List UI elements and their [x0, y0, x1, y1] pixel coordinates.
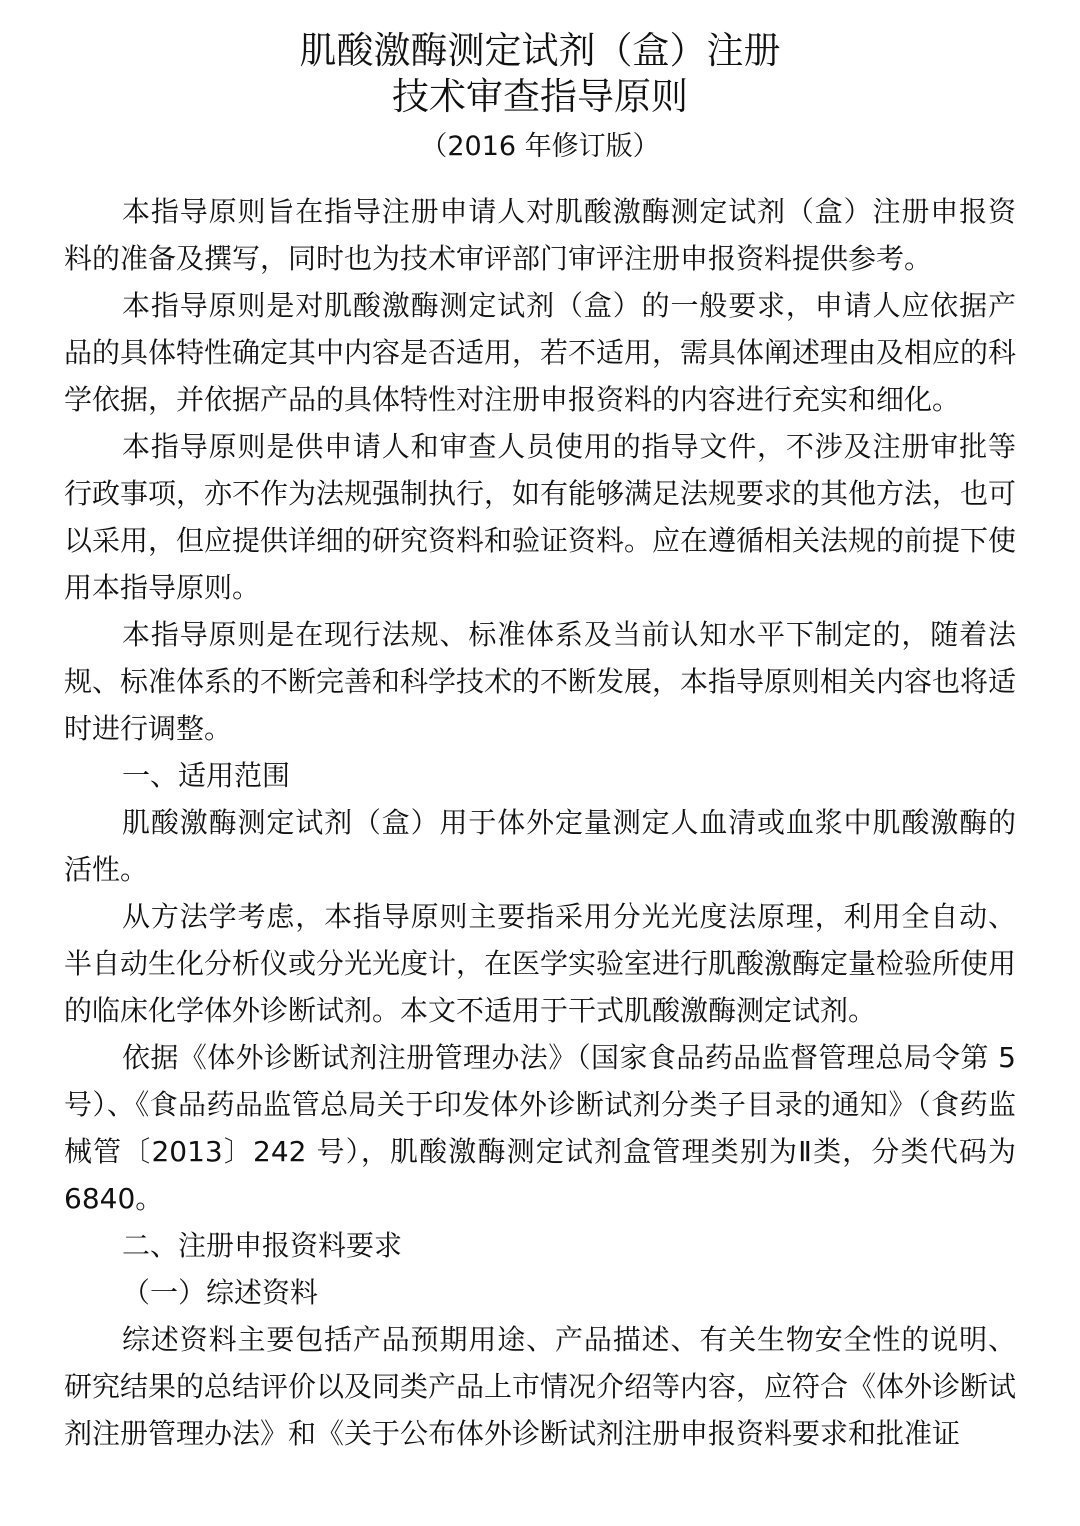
intro-paragraph-2: 本指导原则是对肌酸激酶测定试剂（盒）的一般要求，申请人应依据产品的具体特性确定其中内容是否适用，若不适用，需具体阐述理由及相应的科学依据，并依据产品的具体特性对注册申报资料的内容进行充实和细化。 — [64, 289, 1017, 416]
document-title-line2: 技术审查指导原则 — [392, 75, 688, 118]
intro-paragraph-4: 本指导原则是在现行法规、标准体系及当前认知水平下制定的，随着法规、标准体系的不断完善和科学技术的不断发展，本指导原则相关内容也将适时进行调整。 — [64, 618, 1017, 745]
scope-paragraph-2: 从方法学考虑，本指导原则主要指采用分光光度法原理，利用全自动、半自动生化分析仪或分光光度计，在医学实验室进行肌酸激酶定量检验所使用的临床化学体外诊断试剂。本文不适用于干式肌酸激酶测定试剂。 — [64, 900, 1017, 1027]
scope-paragraph-1: 肌酸激酶测定试剂（盒）用于体外定量测定人血清或血浆中肌酸激酶的活性。 — [64, 806, 1016, 886]
subsection-heading-overview: （一）综述资料 — [122, 1276, 319, 1309]
overview-paragraph: 综述资料主要包括产品预期用途、产品描述、有关生物安全性的说明、研究结果的总结评价以及同类产品上市情况介绍等内容，应符合《体外诊断试剂注册管理办法》和《关于公布体外诊断试剂注册申报资料要求和批准证 — [64, 1323, 1017, 1450]
document-subtitle: （2016 年修订版） — [420, 131, 660, 162]
intro-paragraph-3: 本指导原则是供申请人和审查人员使用的指导文件，不涉及注册审批等行政事项，亦不作为法规强制执行，如有能够满足法规要求的其他方法，也可以采用，但应提供详细的研究资料和验证资料。应在遵循相关法规的前提下使用本指导原则。 — [64, 430, 1017, 604]
scope-paragraph-3: 依据《体外诊断试剂注册管理办法》（国家食品药品监督管理总局令第 5 号）、《食品药品监管总局关于印发体外诊断试剂分类子目录的通知》（食药监械管〔2013〕242 号），肌酸激酶测定试剂盒管理类别为Ⅱ类，分类代码为 6840。 — [64, 1041, 1016, 1215]
section-heading-scope: 一、适用范围 — [122, 759, 291, 792]
section-heading-requirements: 二、注册申报资料要求 — [122, 1229, 403, 1262]
intro-paragraph-1: 本指导原则旨在指导注册申请人对肌酸激酶测定试剂（盒）注册申报资料的准备及撰写，同时也为技术审评部门审评注册申报资料提供参考。 — [64, 195, 1016, 275]
document-title-line1: 肌酸激酶测定试剂（盒）注册 — [299, 29, 781, 72]
